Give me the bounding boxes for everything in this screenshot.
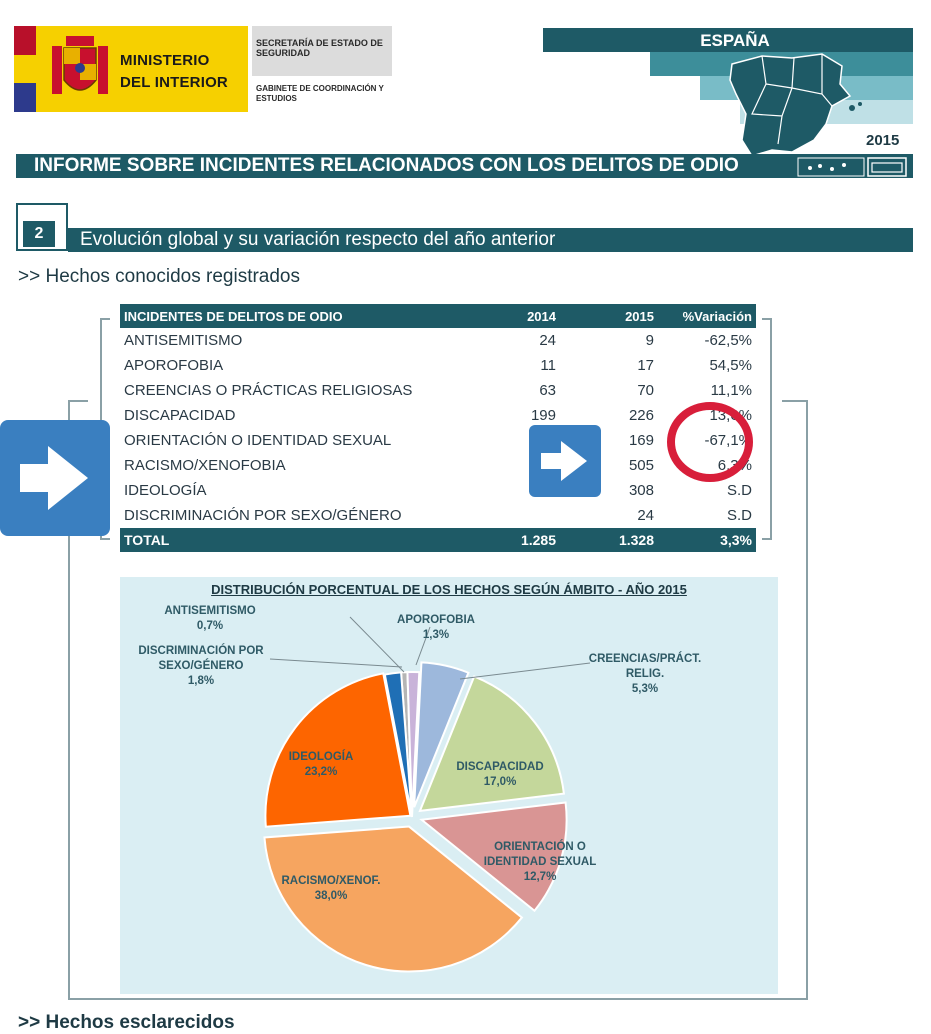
arrow-annotation-small — [529, 425, 601, 497]
cell-2015: 308 — [560, 478, 658, 503]
cell-variation: -67,1% — [658, 428, 756, 453]
cell-total-variation: 3,3% — [658, 528, 756, 552]
cell-category: CREENCIAS O PRÁCTICAS RELIGIOSAS — [120, 378, 460, 403]
highlight-circle — [664, 400, 756, 484]
table-row — [120, 403, 756, 428]
canary-islands-icon — [780, 156, 910, 178]
cell-category: IDEOLOGÍA — [120, 478, 460, 503]
header-category: INCIDENTES DE DELITOS DE ODIO — [120, 304, 460, 328]
cell-variation: S.D — [658, 503, 756, 528]
cell-category: DISCAPACIDAD — [120, 403, 460, 428]
gabinete-text: GABINETE DE COORDINACIÓN Y ESTUDIOS — [256, 84, 384, 103]
country-label: ESPAÑA — [700, 31, 770, 50]
cell-variation: 54,5% — [658, 353, 756, 378]
coat-of-arms-icon — [48, 34, 112, 104]
ministry-name: MINISTERIO DEL INTERIOR — [120, 52, 228, 91]
label-discapacidad: DISCAPACIDAD 17,0% — [456, 761, 544, 788]
section-number: 2 — [23, 221, 55, 247]
header-2015: 2015 — [560, 304, 658, 328]
subheading: >> Hechos conocidos registrados — [18, 266, 300, 287]
table-total-row — [120, 528, 756, 552]
cell-category: RACISMO/XENOFOBIA — [120, 453, 460, 478]
header-variation: %Variación — [658, 304, 756, 328]
table-row — [120, 428, 756, 453]
content-frame-top-right — [782, 400, 808, 402]
arrow-right-icon — [529, 425, 601, 497]
chart-title: DISTRIBUCIÓN PORCENTUAL DE LOS HECHOS SEGÚN ÁMBITO - AÑO 2015 — [211, 582, 687, 597]
cell-2015: 226 — [560, 403, 658, 428]
spanish-flag-stripe — [14, 26, 36, 112]
report-year: 2015 — [866, 132, 900, 149]
report-title: INFORME SOBRE INCIDENTES RELACIONADOS CON LOS DELITOS DE ODIO — [34, 155, 739, 176]
arrow-annotation-large — [0, 420, 110, 536]
content-frame-top-left — [68, 400, 88, 402]
secretaria-text: SECRETARÍA DE ESTADO DE SEGURIDAD — [256, 38, 383, 58]
label-ideologia: IDEOLOGÍA 23,2% — [288, 751, 354, 778]
label-discriminacion: DISCRIMINACIÓN POR SEXO/GÉNERO 1,8% — [138, 645, 264, 687]
cell-2014: 63 — [460, 378, 560, 403]
cell-2015: 24 — [560, 503, 658, 528]
cell-2015: 17 — [560, 353, 658, 378]
cell-category: ORIENTACIÓN O IDENTIDAD SEXUAL — [120, 428, 460, 453]
label-orientacion: ORIENTACIÓN O IDENTIDAD SEXUAL 12,7% — [483, 841, 597, 883]
cell-2014 — [460, 503, 560, 528]
cell-variation: 13,6% — [658, 403, 756, 428]
cell-2015: 70 — [560, 378, 658, 403]
spain-map-icon — [722, 44, 872, 164]
leader-line-creencias — [460, 663, 590, 679]
cell-2015: 9 — [560, 328, 658, 353]
table-row — [120, 378, 756, 403]
leader-line-discriminacion — [270, 659, 402, 667]
cell-variation: S.D — [658, 478, 756, 503]
cell-category: DISCRIMINACIÓN POR SEXO/GÉNERO — [120, 503, 460, 528]
table-row — [120, 353, 756, 378]
label-creencias: CREENCIAS/PRÁCT. RELIG. 5,3% — [588, 653, 702, 695]
label-antisemitismo: ANTISEMITISMO 0,7% — [164, 605, 256, 632]
section-title: Evolución global y su variación respecto del año anterior — [80, 229, 556, 250]
cell-2014: 199 — [460, 403, 560, 428]
cell-2014: 24 — [460, 328, 560, 353]
table-row — [120, 503, 756, 528]
cell-total-2015: 1.328 — [560, 528, 658, 552]
cell-2015: 169 — [560, 428, 658, 453]
label-racismo: RACISMO/XENOF. 38,0% — [281, 875, 381, 902]
next-subheading: >> Hechos esclarecidos — [18, 1012, 235, 1033]
cell-2014: 11 — [460, 353, 560, 378]
arrow-right-icon — [0, 420, 110, 536]
cell-category: ANTISEMITISMO — [120, 328, 460, 353]
table-row — [120, 453, 756, 478]
table-row — [120, 328, 756, 353]
label-aporofobia: APOROFOBIA 1,3% — [397, 614, 475, 641]
header-2014: 2014 — [460, 304, 560, 328]
cell-variation: 11,1% — [658, 378, 756, 403]
cell-variation: 6,3% — [658, 453, 756, 478]
cell-variation: -62,5% — [658, 328, 756, 353]
table-header-row — [120, 304, 756, 328]
cell-2015: 505 — [560, 453, 658, 478]
hate-crime-table — [120, 304, 756, 552]
cell-category: APOROFOBIA — [120, 353, 460, 378]
table-row — [120, 478, 756, 503]
cell-total-label: TOTAL — [120, 528, 460, 552]
cell-total-2014: 1.285 — [460, 528, 560, 552]
